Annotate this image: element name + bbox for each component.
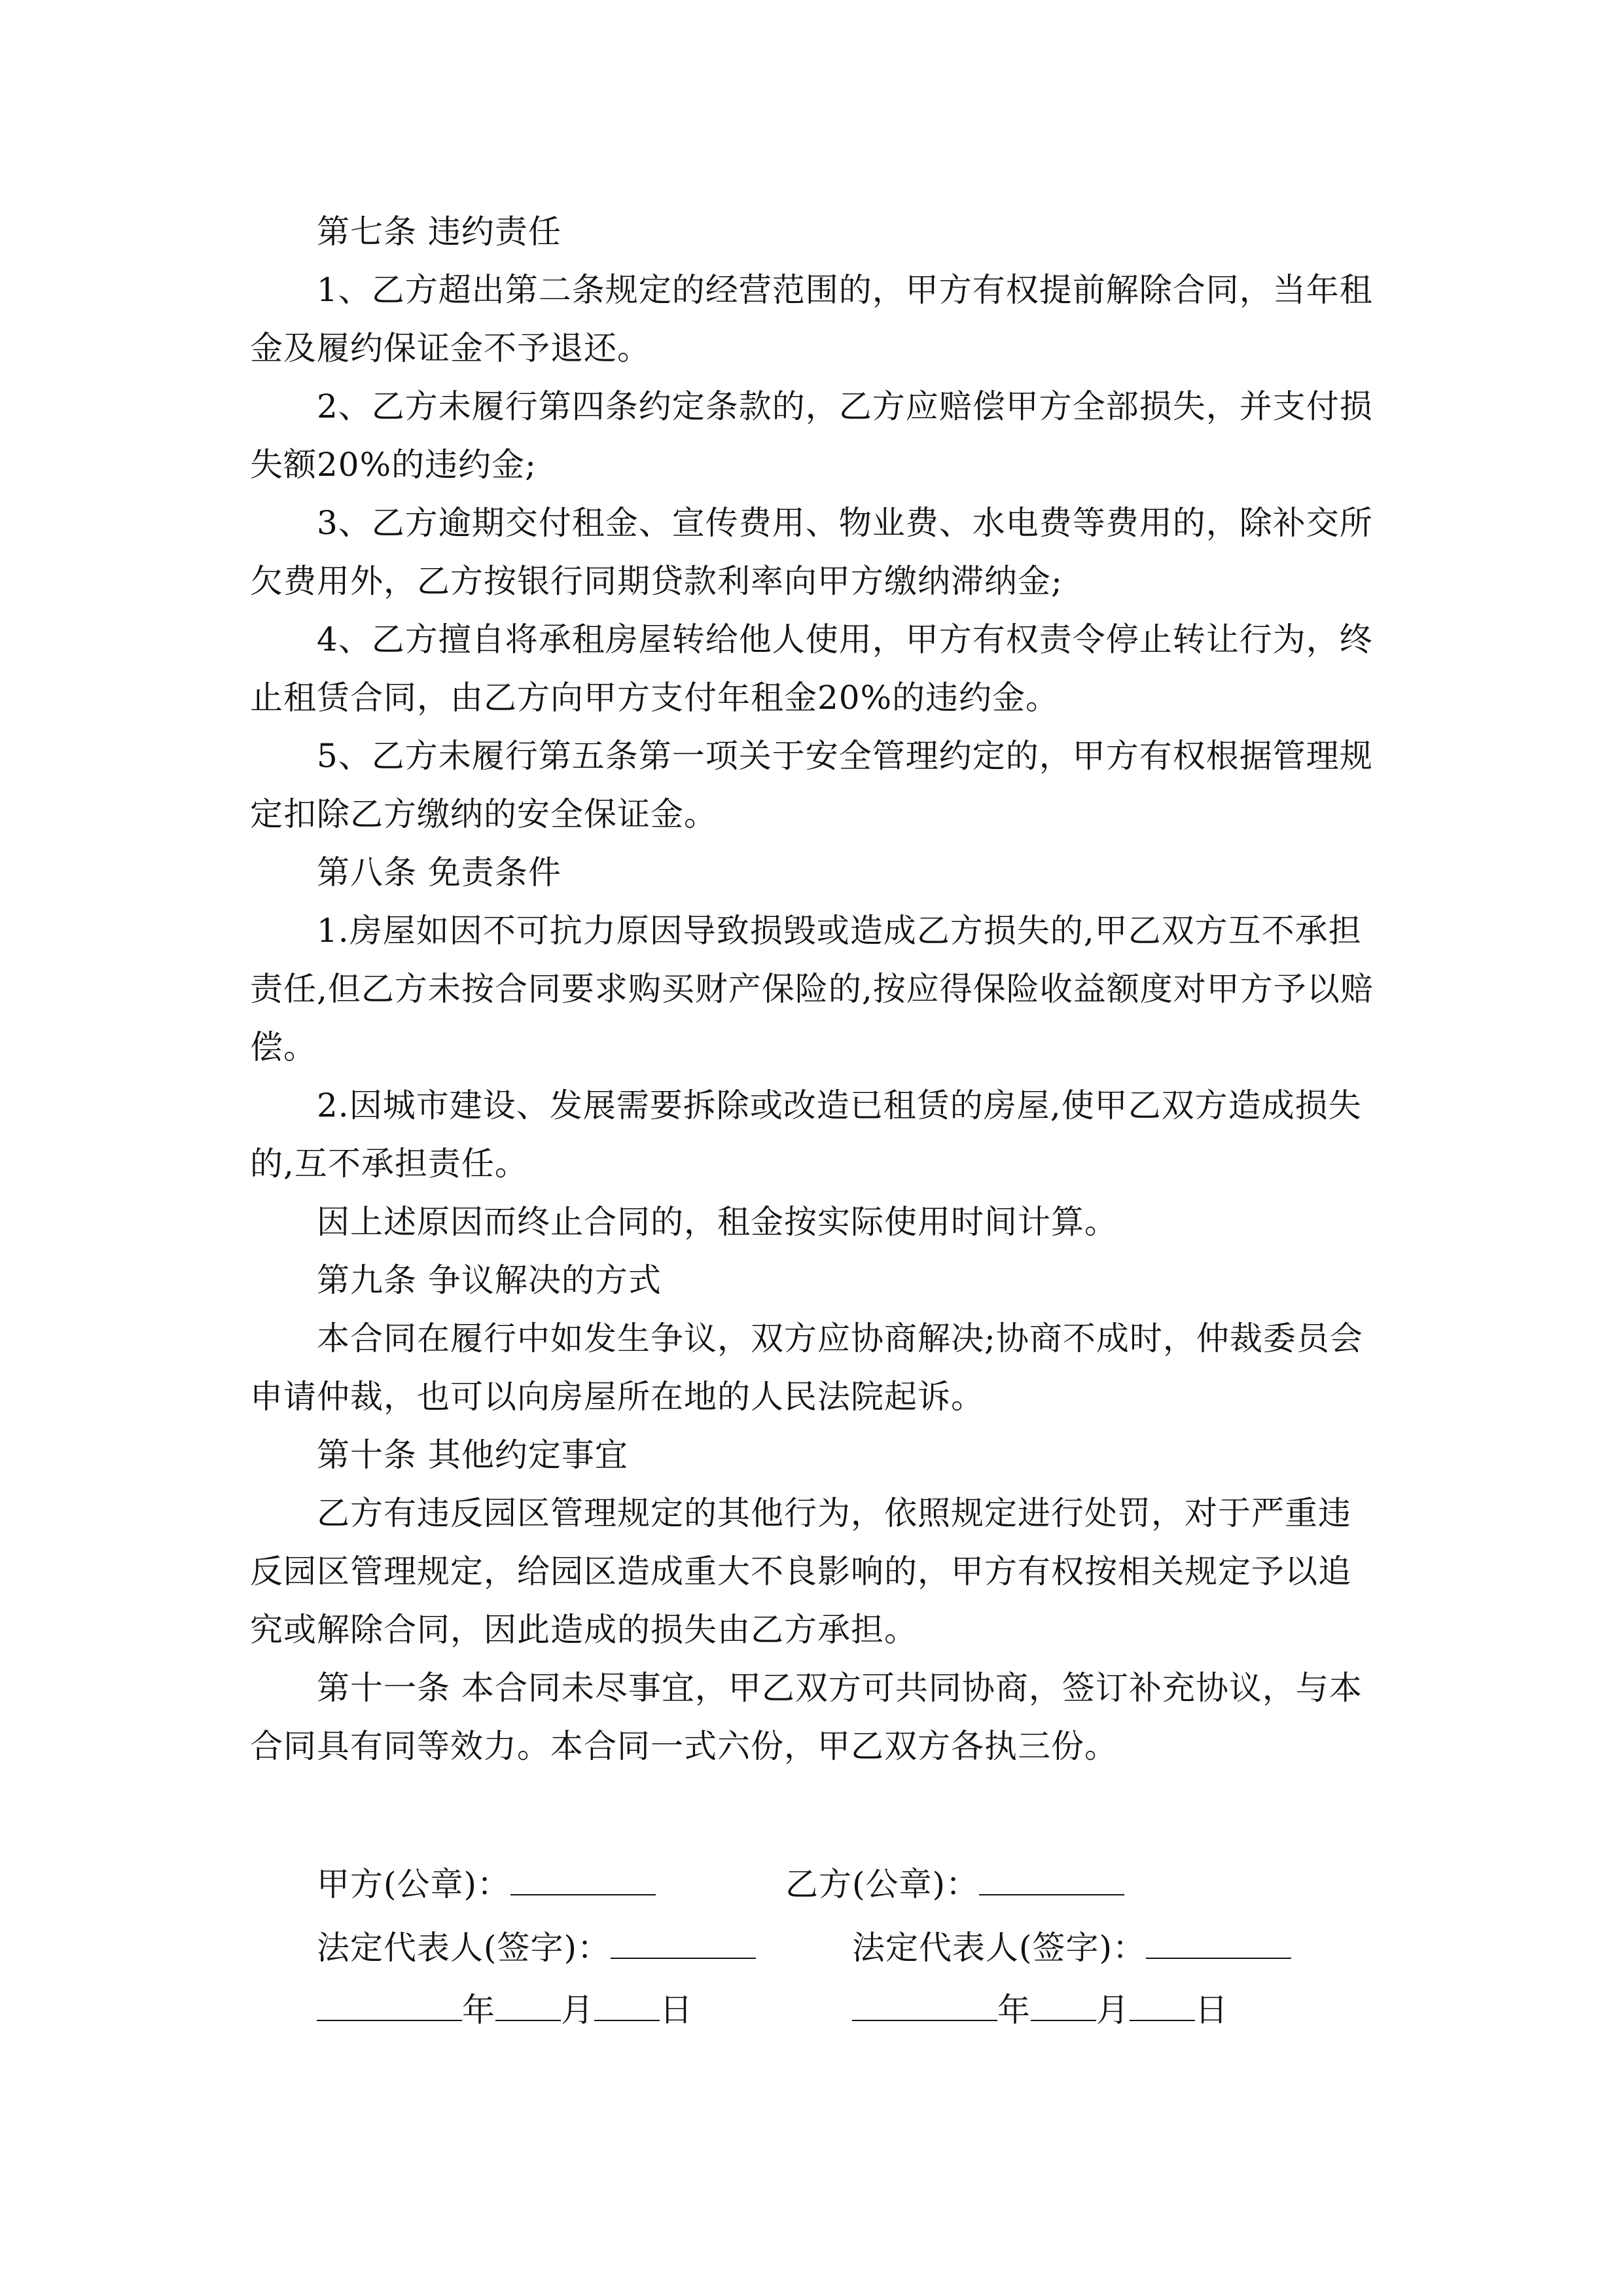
- party-a-day-blank[interactable]: [594, 1994, 660, 2021]
- clause-8-note: 因上述原因而终止合同的，租金按实际使用时间计算。: [317, 1203, 1118, 1241]
- clause-8-2: 2.因城市建设、发展需要拆除或改造已租赁的房屋,使甲乙双方造成损失的,互不承担责任。: [250, 1086, 1362, 1183]
- clause-11-body: 第十一条 本合同未尽事宜，甲乙双方可共同协商，签订补充协议，与本合同具有同等效力。本合同一式六份，甲乙双方各执三份。: [250, 1669, 1363, 1765]
- party-b-seal-blank[interactable]: [979, 1868, 1124, 1895]
- clause-9-body: 本合同在履行中如发生争议，双方应协商解决;协商不成时，仲裁委员会申请仲裁，也可以向房屋所在地的人民法院起诉。: [250, 1319, 1363, 1416]
- party-a-rep: [317, 1919, 756, 1977]
- party-a-month-blank[interactable]: [495, 1994, 561, 2021]
- party-a-rep-label: 法定代表人(签字)：: [317, 1929, 611, 1967]
- party-a-month-label: 月: [561, 1991, 594, 2029]
- party-b-seal: [785, 1856, 1124, 1914]
- party-b-day-blank[interactable]: [1130, 1994, 1195, 2021]
- party-b-rep: [852, 1919, 1291, 1977]
- party-b-month-blank[interactable]: [1031, 1994, 1096, 2021]
- clause-7-5: 5、乙方未履行第五条第一项关于安全管理约定的，甲方有权根据管理规定扣除乙方缴纳的安全保证金。: [250, 737, 1373, 833]
- party-a-rep-blank[interactable]: [611, 1931, 756, 1959]
- party-a-seal-label: 甲方(公章)：: [317, 1865, 511, 1903]
- clause-7-2: 2、乙方未履行第四条约定条款的，乙方应赔偿甲方全部损失，并支付损失额20%的违约金;: [250, 387, 1373, 484]
- party-b-seal-label: 乙方(公章)：: [785, 1865, 980, 1903]
- party-b-year-label: 年: [997, 1991, 1031, 2029]
- section-heading-article-10: 第十条 其他约定事宜: [317, 1436, 628, 1474]
- party-a-day-label: 日: [660, 1991, 693, 2029]
- party-a-year-blank[interactable]: [317, 1994, 462, 2021]
- party-b-date: [852, 1981, 1228, 2039]
- party-b-rep-label: 法定代表人(签字)：: [852, 1929, 1147, 1967]
- party-b-day-label: 日: [1195, 1991, 1228, 2029]
- contract-body: [250, 203, 1376, 1776]
- section-heading-article-8: 第八条 免责条件: [317, 853, 562, 891]
- party-a-seal-blank[interactable]: [510, 1868, 656, 1895]
- clause-7-3: 3、乙方逾期交付租金、宣传费用、物业费、水电费等费用的，除补交所欠费用外，乙方按银行同期贷款利率向甲方缴纳滞纳金;: [250, 504, 1373, 600]
- party-b-year-blank[interactable]: [852, 1994, 997, 2021]
- party-a-seal: [317, 1856, 656, 1914]
- clause-10-body: 乙方有违反园区管理规定的其他行为，依照规定进行处罚，对于严重违反园区管理规定，给园区造成重大不良影响的，甲方有权按相关规定予以追究或解除合同，因此造成的损失由乙方承担。: [250, 1494, 1351, 1649]
- clause-8-1: 1.房屋如因不可抗力原因导致损毁或造成乙方损失的,甲乙双方互不承担责任,但乙方未按合同要求购买财产保险的,按应得保险收益额度对甲方予以赔偿。: [250, 912, 1374, 1066]
- party-b-month-label: 月: [1096, 1991, 1130, 2029]
- section-heading-article-7: 第七条 违约责任: [317, 213, 562, 251]
- party-a-date: [317, 1981, 693, 2039]
- party-a-year-label: 年: [462, 1991, 495, 2029]
- clause-7-1: 1、乙方超出第二条规定的经营范围的，甲方有权提前解除合同，当年租金及履约保证金不予退还。: [250, 271, 1373, 367]
- section-heading-article-9: 第九条 争议解决的方式: [317, 1261, 662, 1299]
- clause-7-4: 4、乙方擅自将承租房屋转给他人使用，甲方有权责令停止转让行为，终止租赁合同，由乙方向甲方支付年租金20%的违约金。: [250, 620, 1373, 717]
- party-b-rep-blank[interactable]: [1146, 1931, 1291, 1959]
